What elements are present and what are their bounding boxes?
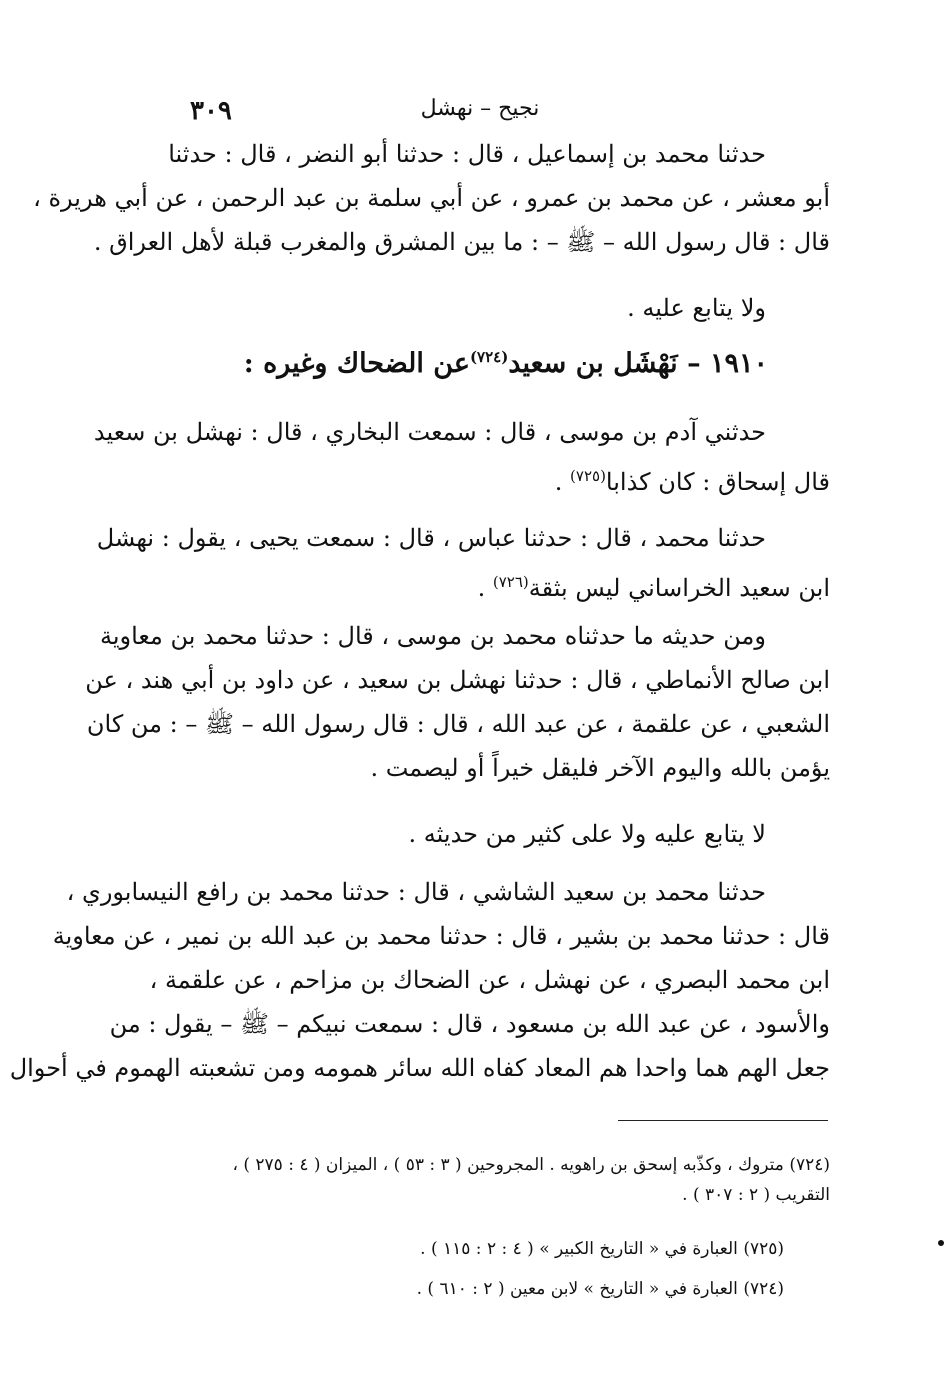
paragraph-line: يؤمن بالله واليوم الآخر فليقل خيراً أو ليصمت . bbox=[370, 754, 830, 782]
entry-number: ١٩١٠ bbox=[709, 348, 768, 379]
footnote-line: (٧٢٥) العبارة في « التاريخ الكبير » ( ٤ : ٢ : ١١٥ ) . bbox=[420, 1239, 784, 1259]
footnote-724 bbox=[128, 1150, 830, 1210]
footnote-separator bbox=[618, 1120, 828, 1121]
paragraph-line: قال : قال رسول الله – ﷺ – : ما بين المشرق والمغرب قبلة لأهل العراق . bbox=[93, 228, 830, 256]
footnote-line: (٧٢٤) متروك ، وكذّبه إسحق بن راهويه . المجروحين ( ٣ : ٥٣ ) ، الميزان ( ٤ : ٢٧٥ ) ، bbox=[232, 1155, 830, 1175]
paragraph-line: حدثنا محمد ، قال : حدثنا عباس ، قال : سمعت يحيى ، يقول : نهشل bbox=[96, 524, 766, 552]
footnote-ref: (٧٢٥) bbox=[570, 467, 606, 485]
paragraph-7 bbox=[9, 870, 830, 1090]
footnote-line: التقريب ( ٢ : ٣٠٧ ) . bbox=[682, 1185, 830, 1205]
paragraph-line: لا يتابع عليه ولا على كثير من حديثه . bbox=[408, 820, 766, 848]
paragraph-line: ومن حديثه ما حدثناه محمد بن موسى ، قال : حدثنا محمد بن معاوية bbox=[99, 622, 766, 650]
paragraph-line-text: قال إسحاق : كان كذابا bbox=[605, 468, 830, 496]
scan-speck bbox=[938, 1240, 944, 1246]
paragraph-5 bbox=[85, 614, 830, 790]
footnote-line: (٧٢٤) العبارة في « التاريخ » لابن معين ( ٢ : ٦١٠ ) . bbox=[416, 1279, 784, 1299]
paragraph-line bbox=[128, 560, 830, 610]
entry-heading-rest: عن الضحاك وغيره : bbox=[243, 348, 470, 379]
footnote-726 bbox=[128, 1274, 830, 1304]
paragraph-3 bbox=[93, 410, 830, 504]
paragraph-4 bbox=[96, 516, 830, 610]
paragraph-1 bbox=[33, 132, 830, 264]
running-header-title: نجيح – نهشل bbox=[420, 96, 540, 121]
paragraph-line bbox=[128, 454, 830, 504]
paragraph-line: حدثنا محمد بن إسماعيل ، قال : حدثنا أبو النضر ، قال : حدثنا bbox=[168, 140, 766, 168]
paragraph-line: والأسود ، عن عبد الله بن مسعود ، قال : سمعت نبيكم – ﷺ – يقول : من bbox=[109, 1010, 830, 1038]
paragraph-line: الشعبي ، عن علقمة ، عن عبد الله ، قال : قال رسول الله – ﷺ – : من كان bbox=[86, 710, 830, 738]
paragraph-line: قال : حدثنا محمد بن بشير ، قال : حدثنا محمد بن عبد الله بن نمير ، عن معاوية bbox=[52, 922, 830, 950]
paragraph-line-end: . bbox=[554, 468, 571, 496]
page-number: ٣٠٩ bbox=[190, 96, 232, 126]
paragraph-line-text: ابن سعيد الخراساني ليس بثقة bbox=[528, 574, 830, 602]
footnote-ref: (٧٢٦) bbox=[492, 573, 529, 591]
footnote-ref: (٧٢٤) bbox=[469, 348, 509, 366]
entry-dash: – bbox=[687, 348, 701, 379]
paragraph-line: ولا يتابع عليه . bbox=[627, 294, 766, 322]
paragraph-6 bbox=[128, 812, 830, 856]
paragraph-2 bbox=[128, 286, 830, 330]
paragraph-line-end: . bbox=[477, 574, 493, 602]
entry-heading bbox=[200, 348, 768, 379]
entry-name: نَهْشَل بن سعيد bbox=[508, 348, 678, 379]
paragraph-line: ابن محمد البصري ، عن نهشل ، عن الضحاك بن مزاحم ، عن علقمة ، bbox=[149, 966, 830, 994]
paragraph-line: جعل الهم هما واحدا هم المعاد كفاه الله سائر همومه ومن تشعبته الهموم في أحوال bbox=[9, 1054, 830, 1082]
paragraph-line: حدثني آدم بن موسى ، قال : سمعت البخاري ، قال : نهشل بن سعيد bbox=[93, 418, 766, 446]
paragraph-line: ابن صالح الأنماطي ، قال : حدثنا نهشل بن سعيد ، عن داود بن أبي هند ، عن bbox=[85, 666, 830, 694]
paragraph-line: أبو معشر ، عن محمد بن عمرو ، عن أبي سلمة بن عبد الرحمن ، عن أبي هريرة ، bbox=[33, 184, 830, 212]
footnote-725 bbox=[128, 1234, 830, 1264]
paragraph-line: حدثنا محمد بن سعيد الشاشي ، قال : حدثنا محمد بن رافع النيسابوري ، bbox=[66, 878, 766, 906]
